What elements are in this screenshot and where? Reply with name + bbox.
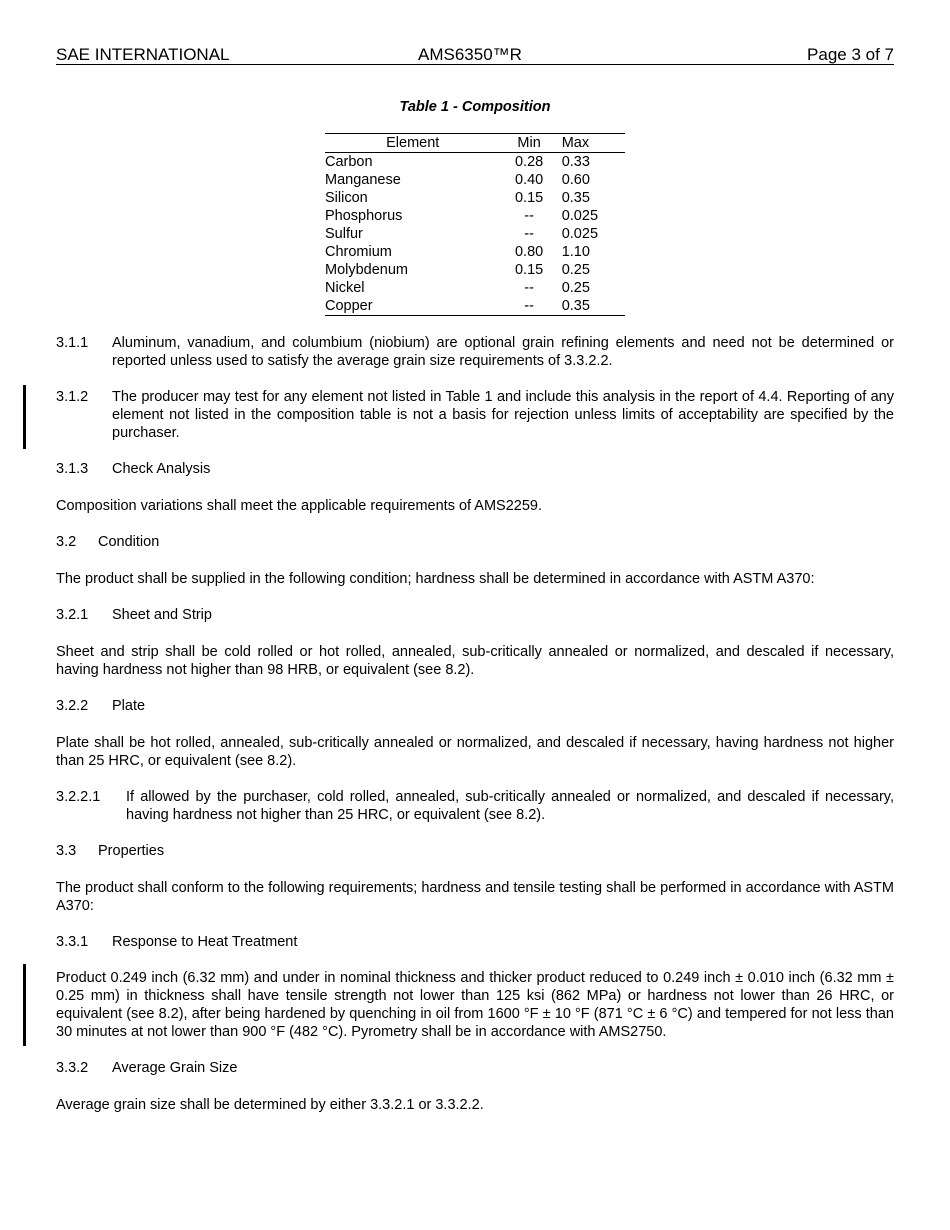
section-title: Plate xyxy=(112,698,146,714)
table-row xyxy=(325,171,625,189)
column-header: Min xyxy=(501,134,558,153)
table-row xyxy=(325,189,625,207)
composition-table xyxy=(325,133,625,316)
table-title: Table 1 - Composition xyxy=(399,99,551,115)
element-cell: Sulfur xyxy=(325,226,363,242)
max-cell: 0.60 xyxy=(561,172,590,188)
section-title: Properties xyxy=(98,843,165,859)
section-number: 3.1.3 xyxy=(56,461,89,477)
element-cell: Chromium xyxy=(325,244,392,260)
section-3-3-body: The product shall conform to the following requirements; hardness and tensile testing shall be performed in accordance with ASTM A370: xyxy=(56,880,894,914)
element-cell: Silicon xyxy=(325,190,368,206)
section-number: 3.2.2.1 xyxy=(56,789,101,805)
table-row xyxy=(325,243,625,261)
max-cell: 0.35 xyxy=(561,190,590,206)
min-cell: 0.15 xyxy=(514,190,544,206)
table-row xyxy=(325,297,625,316)
page-header xyxy=(56,45,894,65)
section-3-3-1-body: Product 0.249 inch (6.32 mm) and under in nominal thickness and thicker product reduced to 0.249 inch ± 0.010 inch (6.32 mm ± 0.25 mm) in thickness shall have tensile strength not lower than 125 ksi (862 MPa) or hardness not lower than 26 HRC, or equivalent (see 8.2), after being hardened by quenching in oil from 1600 °F ± 10 °F (871 °C ± 6 °C) and tempered for not less than 30 minutes at not lower than 900 °F (482 °C). Pyrometry shall be in accordance with AMS2750. xyxy=(56,970,894,1040)
element-cell: Nickel xyxy=(325,280,365,296)
element-cell: Copper xyxy=(325,297,501,316)
section-number: 3.2.2 xyxy=(56,698,89,714)
section-text: The producer may test for any element not listed in Table 1 and include this analysis in the report of 4.4. Reporting of any element not listed in the composition table is not a basis for rejection unless limits of acceptability are specified by the purchaser. xyxy=(112,389,894,441)
max-cell: 1.10 xyxy=(561,244,590,260)
section-title: Average Grain Size xyxy=(112,1060,238,1076)
table-row xyxy=(325,153,625,172)
section-number: 3.3 xyxy=(56,843,77,859)
max-cell: 0.25 xyxy=(561,280,590,296)
min-cell: 0.80 xyxy=(514,244,544,260)
section-number: 3.1.1 xyxy=(56,335,89,351)
element-cell: Molybdenum xyxy=(325,262,409,278)
table-row xyxy=(325,261,625,279)
element-cell: Manganese xyxy=(325,172,401,188)
section-title: Condition xyxy=(98,534,160,550)
revision-change-bar xyxy=(23,964,26,1046)
min-cell: -- xyxy=(524,226,534,242)
section-3-2-2-body: Plate shall be hot rolled, annealed, sub-critically annealed or normalized, and descaled if necessary, having hardness not higher than 25 HRC, or equivalent (see 8.2). xyxy=(56,735,894,769)
min-cell: -- xyxy=(501,297,558,316)
element-cell: Phosphorus xyxy=(325,208,403,224)
section-number: 3.2 xyxy=(56,534,77,550)
min-cell: 0.28 xyxy=(514,154,544,170)
section-title: Response to Heat Treatment xyxy=(112,934,298,950)
section-number: 3.3.1 xyxy=(56,934,89,950)
section-text: Aluminum, vanadium, and columbium (niobium) are optional grain refining elements and need not be determined or reported unless used to satisfy the average grain size requirements of 3.3.2.2. xyxy=(112,335,894,369)
section-3-1-3-body: Composition variations shall meet the applicable requirements of AMS2259. xyxy=(56,498,543,514)
section-number: 3.3.2 xyxy=(56,1060,89,1076)
max-cell: 0.025 xyxy=(561,208,599,224)
table-row xyxy=(325,279,625,297)
header-document-id: AMS6350™R xyxy=(418,45,522,64)
max-cell: 0.25 xyxy=(561,262,590,278)
header-organization: SAE INTERNATIONAL xyxy=(56,45,230,64)
header-page-number: Page 3 of 7 xyxy=(807,45,894,64)
section-number: 3.1.2 xyxy=(56,389,89,405)
section-3-3-2-body: Average grain size shall be determined by either 3.3.2.1 or 3.3.2.2. xyxy=(56,1097,484,1113)
element-cell: Carbon xyxy=(325,154,373,170)
table-row xyxy=(325,225,625,243)
section-number: 3.2.1 xyxy=(56,607,89,623)
column-header: Element xyxy=(325,134,501,153)
table-header-row xyxy=(325,134,625,153)
section-title: Sheet and Strip xyxy=(112,607,212,623)
section-title: Check Analysis xyxy=(112,461,211,477)
revision-change-bar xyxy=(23,385,26,449)
min-cell: 0.15 xyxy=(514,262,544,278)
min-cell: -- xyxy=(524,280,534,296)
column-header: Max xyxy=(558,134,625,153)
max-cell: 0.33 xyxy=(561,154,590,170)
section-text: If allowed by the purchaser, cold rolled, annealed, sub-critically annealed or normalized, and descaled if necessary, having hardness not higher than 25 HRC, or equivalent (see 8.2). xyxy=(126,789,894,823)
max-cell: 0.025 xyxy=(561,226,599,242)
table-row xyxy=(325,207,625,225)
min-cell: -- xyxy=(524,208,534,224)
section-3-2-body: The product shall be supplied in the following condition; hardness shall be determined in accordance with ASTM A370: xyxy=(56,571,815,587)
max-cell: 0.35 xyxy=(558,297,625,316)
section-3-2-1-body: Sheet and strip shall be cold rolled or hot rolled, annealed, sub-critically annealed or normalized, and descaled if necessary, having hardness not higher than 98 HRB, or equivalent (see 8.2). xyxy=(56,644,894,678)
min-cell: 0.40 xyxy=(514,172,544,188)
